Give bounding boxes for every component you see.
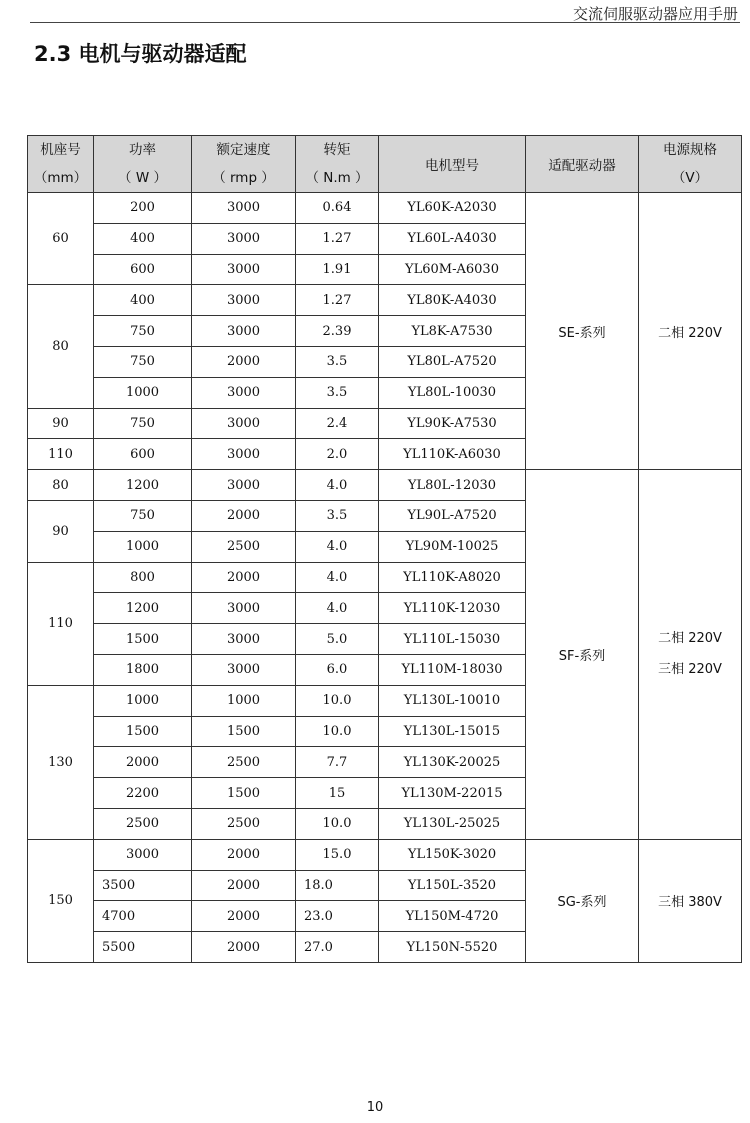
header-frame: 机座号 （mm） (28, 136, 94, 193)
frame-cell: 60 (28, 193, 94, 285)
speed-cell: 2000 (192, 870, 296, 901)
model-cell: YL110M-18030 (379, 654, 526, 685)
torque-cell: 4.0 (296, 470, 379, 501)
driver-cell-se: SE-系列 (526, 193, 639, 470)
speed-cell: 3000 (192, 593, 296, 624)
power-cell: 1000 (94, 531, 192, 562)
speed-cell: 1500 (192, 778, 296, 809)
speed-cell: 3000 (192, 377, 296, 408)
speed-cell: 2000 (192, 901, 296, 932)
frame-cell: 80 (28, 285, 94, 408)
torque-cell: 1.91 (296, 254, 379, 285)
model-cell: YL60K-A2030 (379, 193, 526, 224)
model-cell: YL60L-A4030 (379, 223, 526, 254)
torque-cell: 3.5 (296, 346, 379, 377)
power-cell: 750 (94, 408, 192, 439)
torque-cell: 4.0 (296, 531, 379, 562)
model-cell: YL110K-A6030 (379, 439, 526, 470)
speed-cell: 3000 (192, 624, 296, 655)
model-cell: YL80L-10030 (379, 377, 526, 408)
header-driver: 适配驱动器 (526, 136, 639, 193)
torque-cell: 7.7 (296, 747, 379, 778)
speed-cell: 3000 (192, 654, 296, 685)
page-number: 10 (366, 1100, 384, 1115)
model-cell: YL110K-12030 (379, 593, 526, 624)
speed-cell: 2000 (192, 500, 296, 531)
speed-cell: 3000 (192, 254, 296, 285)
torque-cell: 3.5 (296, 500, 379, 531)
torque-cell: 27.0 (296, 932, 379, 963)
frame-cell: 110 (28, 562, 94, 685)
speed-cell: 3000 (192, 193, 296, 224)
model-cell: YL90L-A7520 (379, 500, 526, 531)
speed-cell: 2000 (192, 932, 296, 963)
section-title: 2.3 电机与驱动器适配 (34, 42, 247, 66)
speed-cell: 3000 (192, 285, 296, 316)
torque-cell: 23.0 (296, 901, 379, 932)
model-cell: YL90M-10025 (379, 531, 526, 562)
header-speed: 额定速度 （ rmp ） (192, 136, 296, 193)
power-cell: 1000 (94, 377, 192, 408)
torque-cell: 1.27 (296, 285, 379, 316)
power-cell: 400 (94, 223, 192, 254)
power-cell: 1500 (94, 624, 192, 655)
power-cell: 400 (94, 285, 192, 316)
torque-cell: 2.0 (296, 439, 379, 470)
header-divider (30, 22, 740, 23)
model-cell: YL130L-25025 (379, 808, 526, 839)
frame-cell: 130 (28, 685, 94, 839)
power-cell: 750 (94, 346, 192, 377)
psu-cell-sg: 三相 380V (639, 839, 742, 962)
header-torque: 转矩 （ N.m ） (296, 136, 379, 193)
power-cell: 3500 (94, 870, 192, 901)
model-cell: YL110L-15030 (379, 624, 526, 655)
frame-cell: 150 (28, 839, 94, 962)
torque-cell: 2.39 (296, 316, 379, 347)
power-cell: 1200 (94, 593, 192, 624)
psu-line: 三相 220V (658, 662, 722, 678)
model-cell: YL90K-A7530 (379, 408, 526, 439)
power-cell: 200 (94, 193, 192, 224)
power-cell: 1200 (94, 470, 192, 501)
power-cell: 2200 (94, 778, 192, 809)
driver-cell-sf: SF-系列 (526, 470, 639, 840)
power-cell: 800 (94, 562, 192, 593)
speed-cell: 2000 (192, 839, 296, 870)
power-cell: 1000 (94, 685, 192, 716)
speed-cell: 2500 (192, 808, 296, 839)
psu-cell-se: 二相 220V (639, 193, 742, 470)
torque-cell: 10.0 (296, 716, 379, 747)
power-cell: 1800 (94, 654, 192, 685)
model-cell: YL150K-3020 (379, 839, 526, 870)
psu-cell-sf (639, 470, 742, 840)
speed-cell: 1500 (192, 716, 296, 747)
speed-cell: 3000 (192, 439, 296, 470)
torque-cell: 15.0 (296, 839, 379, 870)
model-cell: YL150N-5520 (379, 932, 526, 963)
power-cell: 2500 (94, 808, 192, 839)
power-cell: 4700 (94, 901, 192, 932)
speed-cell: 2500 (192, 747, 296, 778)
speed-cell: 2500 (192, 531, 296, 562)
header-psu: 电源规格 （V） (639, 136, 742, 193)
torque-cell: 1.27 (296, 223, 379, 254)
table-row (28, 839, 742, 870)
torque-cell: 15 (296, 778, 379, 809)
power-cell: 1500 (94, 716, 192, 747)
power-cell: 750 (94, 316, 192, 347)
torque-cell: 4.0 (296, 562, 379, 593)
model-cell: YL110K-A8020 (379, 562, 526, 593)
model-cell: YL130L-15015 (379, 716, 526, 747)
power-cell: 2000 (94, 747, 192, 778)
table-row (28, 193, 742, 224)
speed-cell: 3000 (192, 470, 296, 501)
speed-cell: 3000 (192, 316, 296, 347)
motor-driver-table (27, 135, 742, 963)
torque-cell: 10.0 (296, 685, 379, 716)
model-cell: YL80K-A4030 (379, 285, 526, 316)
model-cell: YL150L-3520 (379, 870, 526, 901)
speed-cell: 2000 (192, 346, 296, 377)
model-cell: YL80L-A7520 (379, 346, 526, 377)
frame-cell: 90 (28, 500, 94, 562)
model-cell: YL60M-A6030 (379, 254, 526, 285)
model-cell: YL130L-10010 (379, 685, 526, 716)
frame-cell: 110 (28, 439, 94, 470)
speed-cell: 1000 (192, 685, 296, 716)
torque-cell: 2.4 (296, 408, 379, 439)
header-title: 交流伺服驱动器应用手册 (572, 5, 738, 23)
table-header-row (28, 136, 742, 193)
power-cell: 750 (94, 500, 192, 531)
table-row (28, 470, 742, 501)
torque-cell: 10.0 (296, 808, 379, 839)
header-model: 电机型号 (379, 136, 526, 193)
model-cell: YL80L-12030 (379, 470, 526, 501)
power-cell: 3000 (94, 839, 192, 870)
torque-cell: 4.0 (296, 593, 379, 624)
torque-cell: 5.0 (296, 624, 379, 655)
speed-cell: 3000 (192, 223, 296, 254)
torque-cell: 0.64 (296, 193, 379, 224)
torque-cell: 3.5 (296, 377, 379, 408)
header-power: 功率 （ W ） (94, 136, 192, 193)
torque-cell: 6.0 (296, 654, 379, 685)
driver-cell-sg: SG-系列 (526, 839, 639, 962)
model-cell: YL130K-20025 (379, 747, 526, 778)
frame-cell: 90 (28, 408, 94, 439)
model-cell: YL8K-A7530 (379, 316, 526, 347)
torque-cell: 18.0 (296, 870, 379, 901)
power-cell: 5500 (94, 932, 192, 963)
frame-cell: 80 (28, 470, 94, 501)
speed-cell: 3000 (192, 408, 296, 439)
speed-cell: 2000 (192, 562, 296, 593)
model-cell: YL130M-22015 (379, 778, 526, 809)
model-cell: YL150M-4720 (379, 901, 526, 932)
power-cell: 600 (94, 254, 192, 285)
psu-line: 二相 220V (658, 631, 722, 647)
power-cell: 600 (94, 439, 192, 470)
